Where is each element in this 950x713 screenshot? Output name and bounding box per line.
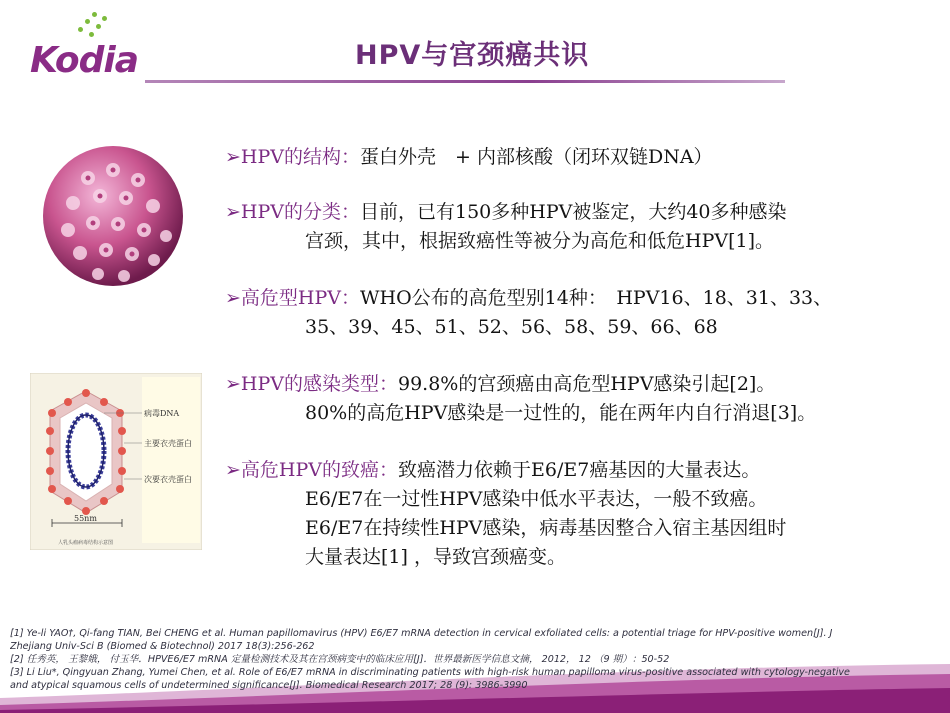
logo-dot (85, 19, 90, 24)
bullet-line: 宫颈，其中，根据致癌性等被分为高危和低危HPV[1]。 (305, 230, 774, 252)
bullet-line: 35、39、45、51、52、56、58、59、66、68 (305, 316, 718, 338)
bullet-line: 目前，已有150多种HPV被鉴定，大约40多种感染 (360, 201, 787, 223)
logo-text: Kodia (30, 40, 139, 81)
hpv-virus-illustration (38, 138, 188, 298)
logo-dot (92, 12, 97, 17)
bullet-heading: ➢高危型HPV： (225, 287, 360, 309)
bullet-infection-types (225, 370, 816, 428)
bullet-line: E6/E7在持续性HPV感染，病毒基因整合入宿主基因组时 (305, 517, 787, 539)
bullet-line: E6/E7在一过性HPV感染中低水平表达，一般不致癌。 (305, 488, 768, 510)
bullet-high-risk-types (225, 284, 832, 342)
bullet-heading: ➢HPV的感染类型： (225, 373, 398, 395)
company-logo (30, 10, 140, 80)
bullet-line: 致癌潜力依赖于E6/E7癌基因的大量表达。 (398, 459, 761, 481)
title-underline (145, 80, 785, 83)
scale-label: 55nm (74, 514, 97, 523)
bullet-line: 99.8%的宫颈癌由高危型HPV感染引起[2]。 (398, 373, 776, 395)
reference-line: [2] 任秀英， 王黎娥， 付玉华．HPVE6/E7 mRNA 定量检测技术及其在宫颈病变中的临床应用[J]．世界最新医学信息文摘， 2012， 12 （9 期）：50-52 (10, 654, 670, 665)
reference-line: and atypical squamous cells of undetermined significance[J]. Biomedical Research 2017; 28 (9): 3986-3990 (10, 680, 528, 691)
bullet-heading: ➢高危HPV的致癌： (225, 459, 398, 481)
bullet-heading: ➢HPV的分类： (225, 201, 360, 223)
logo-dot (78, 27, 83, 32)
hpv-structure-diagram (30, 373, 202, 550)
references (10, 627, 940, 692)
diagram-caption: 人乳头瘤病毒结构示意图 (58, 540, 114, 546)
bullet-line: 大量表达[1] ，导致宫颈癌变。 (305, 546, 566, 568)
reference-line: Zhejiang Univ-Sci B (Biomed & Biotechnol) 2017 18(3):256-262 (10, 641, 315, 652)
bullet-carcinogenesis (225, 456, 786, 572)
label-viral-dna: 病毒DNA (144, 409, 180, 418)
reference-line: [1] Ye-li YAO†, Qi-fang TIAN, Bei CHENG et al. Human papillomavirus (HPV) E6/E7 mRNA detection in cervical exfoliated cells: a potential triage for HPV-positive women[J]. J (10, 628, 833, 639)
bullet-line: 蛋白外壳 + 内部核酸（闭环双链DNA） (360, 146, 713, 168)
bullet-heading: ➢HPV的结构： (225, 146, 360, 168)
bullet-structure (225, 143, 713, 172)
bullet-classification (225, 198, 787, 256)
bullet-line: WHO公布的高危型别14种： HPV16、18、31、33、 (360, 287, 833, 309)
logo-dot (102, 16, 107, 21)
reference-line: [3] Li Liu*, Qingyuan Zhang, Yumei Chen, et al. Role of E6/E7 mRNA in discriminating patients with high-risk human papilloma virus-positive associated with cytology-negative (10, 667, 850, 678)
label-major-capsid: 主要衣壳蛋白 (144, 439, 192, 448)
bullet-line: 80%的高危HPV感染是一过性的，能在两年内自行消退[3]。 (305, 402, 817, 424)
slide-title: HPV与宫颈癌共识 (355, 40, 590, 71)
logo-dot (89, 32, 94, 37)
logo-dot (96, 24, 101, 29)
label-minor-capsid: 次要衣壳蛋白 (144, 475, 192, 484)
